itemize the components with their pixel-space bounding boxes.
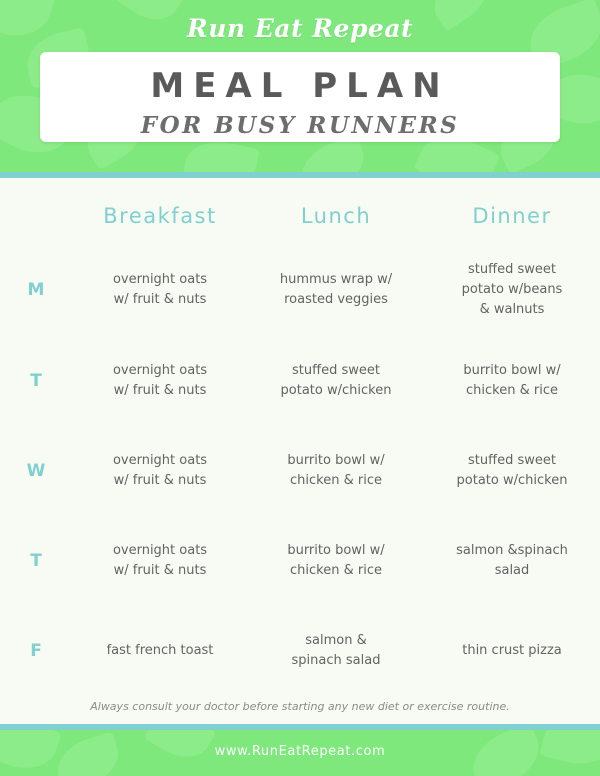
meal-cell-lunch: salmon & spinach salad xyxy=(291,633,381,669)
meal-cell-breakfast: overnight oats w/ fruit & nuts xyxy=(112,363,208,399)
meal-cell-dinner: salmon &spinach salad xyxy=(456,543,568,579)
column-header-breakfast: Breakfast xyxy=(103,204,217,228)
table-row xyxy=(0,244,600,336)
meal-cell-dinner: burrito bowl w/ chicken & rice xyxy=(463,363,561,399)
meal-table-section xyxy=(0,178,600,724)
page-title: MEAL PLAN xyxy=(150,66,450,106)
column-header-lunch: Lunch xyxy=(300,204,372,228)
meal-cell-dinner: thin crust pizza xyxy=(462,643,562,659)
meal-cell-lunch: burrito bowl w/ chicken & rice xyxy=(287,453,385,489)
meal-cell-breakfast: overnight oats w/ fruit & nuts xyxy=(112,272,208,308)
meal-cell-breakfast: fast french toast xyxy=(106,643,214,659)
brand-title: Run Eat Repeat xyxy=(186,14,414,43)
meal-cell-lunch: stuffed sweet potato w/chicken xyxy=(280,363,392,399)
day-label: T xyxy=(30,551,42,572)
table-row xyxy=(0,336,600,426)
column-header-dinner: Dinner xyxy=(472,204,552,228)
day-label: W xyxy=(26,461,46,482)
meal-plan-table xyxy=(0,178,600,696)
footer-url[interactable]: www.RunEatRepeat.com xyxy=(214,744,386,759)
meal-cell-breakfast: overnight oats w/ fruit & nuts xyxy=(112,543,208,579)
page-subtitle: FOR BUSY RUNNERS xyxy=(140,112,460,139)
disclaimer-text: Always consult your doctor before starting any new diet or exercise routine. xyxy=(90,700,510,713)
table-body xyxy=(0,244,600,696)
meal-cell-lunch: hummus wrap w/ roasted veggies xyxy=(279,272,393,308)
day-label: F xyxy=(30,641,42,662)
table-header-row xyxy=(0,178,600,244)
day-label: M xyxy=(27,280,45,301)
meal-cell-dinner: stuffed sweet potato w/beans & walnuts xyxy=(461,262,563,318)
column-header-day xyxy=(0,178,72,244)
meal-cell-lunch: burrito bowl w/ chicken & rice xyxy=(287,543,385,579)
table-row xyxy=(0,426,600,516)
meal-cell-breakfast: overnight oats w/ fruit & nuts xyxy=(112,453,208,489)
day-label: T xyxy=(30,371,42,392)
meal-cell-dinner: stuffed sweet potato w/chicken xyxy=(456,453,568,489)
table-row xyxy=(0,516,600,606)
table-head xyxy=(0,178,600,244)
title-card xyxy=(40,52,560,142)
table-row xyxy=(0,606,600,696)
